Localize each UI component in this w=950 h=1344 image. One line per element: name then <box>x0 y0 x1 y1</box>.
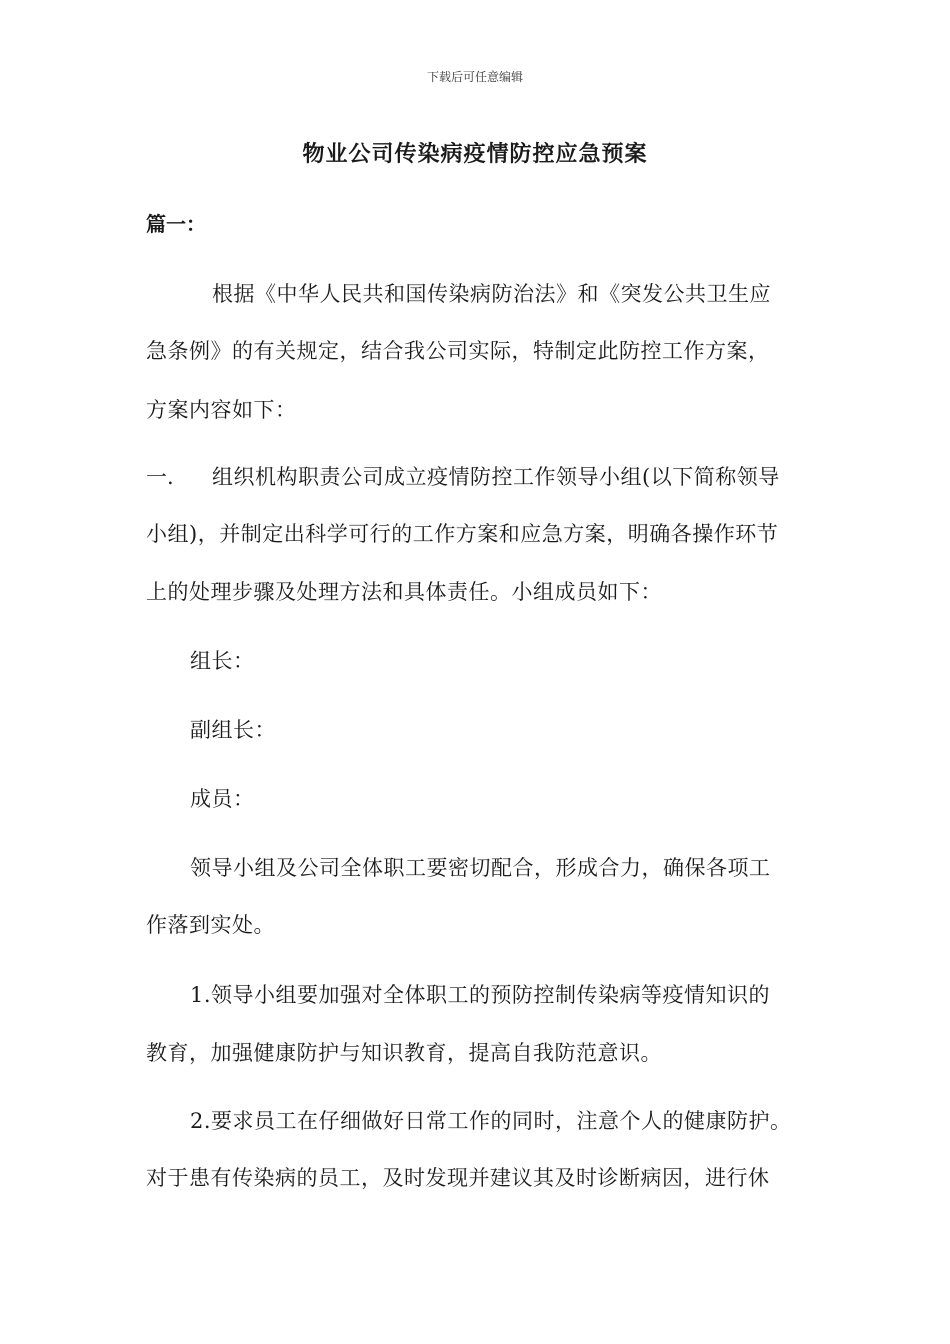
vice-leader-field: 副组长： <box>190 718 276 742</box>
paragraph-line: 2.要求员工在仔细做好日常工作的同时，注意个人的健康防护。 <box>190 1109 792 1133</box>
paragraph-line: 小组)，并制定出科学可行的工作方案和应急方案，明确各操作环节 <box>146 522 779 546</box>
paragraph-line: 方案内容如下： <box>146 398 297 422</box>
paragraph-line: 根据《中华人民共和国传染病防治法》和《突发公共卫生应 <box>212 282 771 306</box>
paragraph-line: 1.领导小组要加强对全体职工的预防控制传染病等疫情知识的 <box>190 983 771 1007</box>
header-note: 下载后可任意编辑 <box>426 70 523 84</box>
members-field: 成员： <box>190 787 255 811</box>
paragraph-line: 领导小组及公司全体职工要密切配合，形成合力，确保各项工 <box>190 856 771 880</box>
paragraph-line: 急条例》的有关规定，结合我公司实际，特制定此防控工作方案， <box>146 339 770 363</box>
list-marker: 一. <box>146 465 174 489</box>
document-title: 物业公司传染病疫情防控应急预案 <box>302 141 648 167</box>
paragraph-line: 对于患有传染病的员工，及时发现并建议其及时诊断病因，进行休 <box>146 1166 770 1190</box>
paragraph-line: 教育，加强健康防护与知识教育，提高自我防范意识。 <box>146 1041 662 1065</box>
section-heading: 篇一： <box>146 212 206 236</box>
paragraph-line: 组织机构职责公司成立疫情防控工作领导小组(以下简称领导 <box>212 465 780 489</box>
leader-field: 组长： <box>190 649 255 673</box>
paragraph-line: 作落到实处。 <box>146 913 275 937</box>
paragraph-line: 上的处理步骤及处理方法和具体责任。小组成员如下： <box>146 580 662 604</box>
